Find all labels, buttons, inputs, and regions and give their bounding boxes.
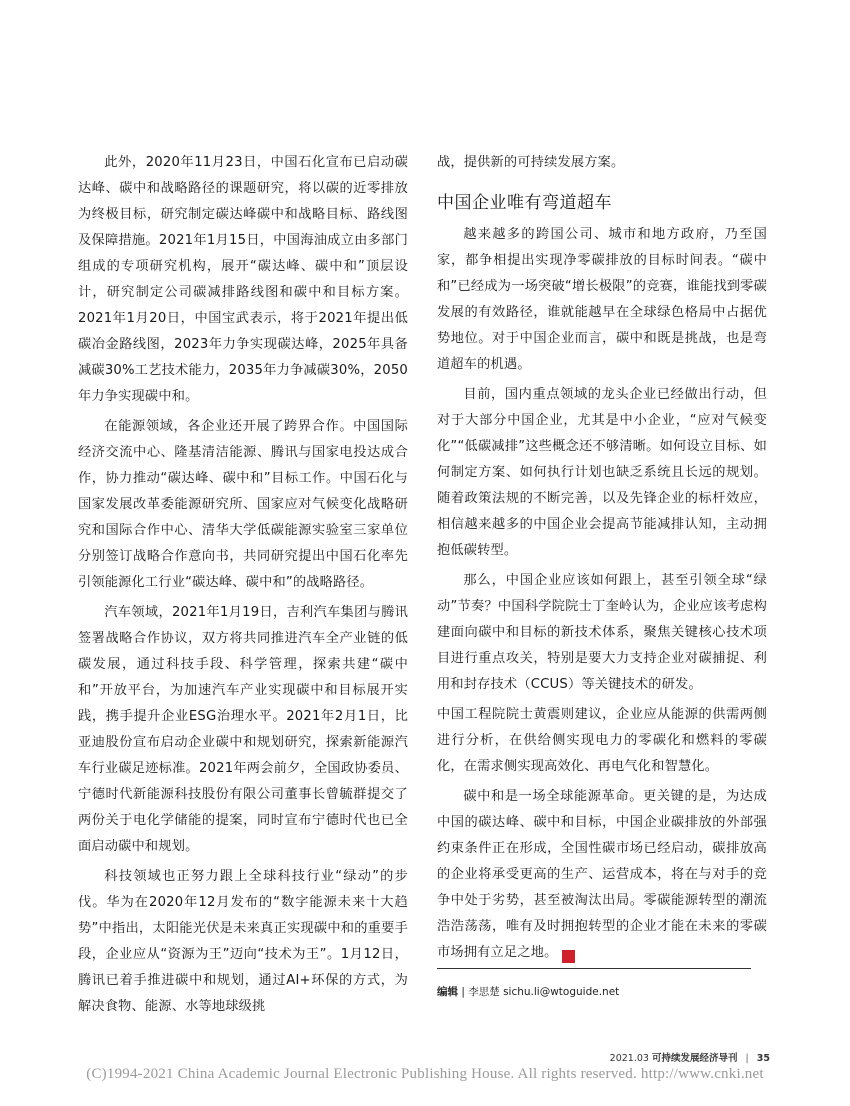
footer-issue: 2021.03 [609, 1053, 649, 1064]
editor-label: 编辑 [437, 986, 458, 998]
final-paragraph [437, 784, 767, 966]
editor-divider [437, 968, 751, 969]
footer-journal: 可持续发展经济导刊 [651, 1053, 738, 1064]
end-mark-icon: ✓ [562, 950, 575, 963]
body-paragraph: 在能源领域，各企业还开展了跨界合作。中国国际经济交流中心、隆基清洁能源、腾讯与国家电投达成合作，协力推动“碳达峰、碳中和”目标工作。中国石化与国家发展改革委能源研究所、国家应对气候变化战略研究和国际合作中心、清华大学低碳能源实验室三家单位分别签订战略合作意向书，共同研究提出中国石化率先引领能源化工行业“碳达峰、碳中和”的战略路径。 [78, 419, 408, 590]
copyright-watermark: (C)1994-2021 China Academic Journal Electronic Publishing House. All rights reserved. http://www.cnki.net [86, 1066, 764, 1082]
footer-separator: | [745, 1053, 749, 1064]
editor-credit [437, 984, 619, 999]
page-footer [610, 1050, 770, 1064]
editor-email: sichu.li@wtoguide.net [503, 986, 620, 998]
continuation-paragraph: 战，提供新的可持续发展方案。 [437, 155, 625, 170]
final-paragraph-text: 碳中和是一场全球能源革命。更关键的是，为达成中国的碳达峰、碳中和目标，中国企业碳排放的外部强约束条件正在形成，全国性碳市场已经启动，碳排放高的企业将承受更高的生产、运营成本，将在与对手的竞争中处于劣势，甚至被淘汰出局。零碳能源转型的潮流浩浩荡荡，唯有及时拥抱转型的企业才能在未来的零碳市场拥有立足之地。 [437, 789, 767, 960]
left-column [78, 150, 408, 1024]
body-paragraph: 科技领域也正努力跟上全球科技行业“绿动”的步伐。华为在2020年12月发布的“数字能源未来十大趋势”中指出，太阳能光伏是未来真正实现碳中和的重要手段，企业应从“资源为王”迈向“技术为王”。1月12日，腾讯已着手推进碳中和规划，通过AI+环保的方式，为解决食物、能源、水等地球级挑 [78, 869, 408, 1014]
body-paragraph: 汽车领域，2021年1月19日，吉利汽车集团与腾讯签署战略合作协议，双方将共同推进汽车全产业链的低碳发展，通过科技手段、科学管理，探索共建“碳中和”开放平台，为加速汽车产业实现碳中和目标展开实践，携手提升企业ESG治理水平。2021年2月1日，比亚迪股份宣布启动企业碳中和规划研究，探索新能源汽车行业碳足迹标准。2021年两会前夕，全国政协委员、宁德时代新能源科技股份有限公司董事长曾毓群提交了两份关于电化学储能的提案，同时宣布宁德时代也已全面启动碳中和规划。 [78, 605, 408, 854]
editor-name: 李思楚 [468, 986, 500, 998]
body-paragraph: 此外，2020年11月23日，中国石化宣布已启动碳达峰、碳中和战略路径的课题研究，将以碳的近零排放为终极目标，研究制定碳达峰碳中和战略目标、路线图及保障措施。2021年1月15日，中国海油成立由多部门组成的专项研究机构，展开“碳达峰、碳中和”顶层设计，研究制定公司碳减排路线图和碳中和目标方案。2021年1月20日，中国宝武表示，将于2021年提出低碳冶金路线图，2023年力争实现碳达峰，2025年具备减碳30%工艺技术能力，2035年力争减碳30%，2050年力争实现碳中和。 [78, 155, 408, 404]
editor-separator: | [461, 986, 465, 998]
body-paragraph: 目前，国内重点领域的龙头企业已经做出行动，但对于大部分中国企业，尤其是中小企业，“应对气候变化”“低碳减排”这些概念还不够清晰。如何设立目标、如何制定方案、如何执行计划也缺乏系统且长远的规划。随着政策法规的不断完善，以及先锋企业的标杆效应，相信越来越多的中国企业会提高节能减排认知，主动拥抱低碳转型。 [437, 387, 767, 558]
body-paragraph: 越来越多的跨国公司、城市和地方政府，乃至国家，都争相提出实现净零碳排放的目标时间表。“碳中和”已经成为一场突破“增长极限”的竞赛，谁能找到零碳发展的有效路径，谁就能越早在全球绿色格局中占据优势地位。对于中国企业而言，碳中和既是挑战，也是弯道超车的机遇。 [437, 227, 767, 372]
body-paragraph: 那么，中国企业应该如何跟上，甚至引领全球“绿动”节奏？中国科学院院士丁奎岭认为，企业应该考虑构建面向碳中和目标的新技术体系，聚焦关键核心技术项目进行重点攻关，特别是要大力支持企业对碳捕捉、利用和封存技术（CCUS）等关键技术的研发。 [437, 573, 767, 692]
section-title: 中国企业唯有弯道超车 [437, 193, 612, 213]
body-paragraph: 中国工程院院士黄震则建议，企业应从能源的供需两侧进行分析，在供给侧实现电力的零碳化和燃料的零碳化，在需求侧实现高效化、再电气化和智慧化。 [437, 707, 767, 774]
page-number: 35 [756, 1053, 770, 1064]
right-column [437, 150, 767, 970]
